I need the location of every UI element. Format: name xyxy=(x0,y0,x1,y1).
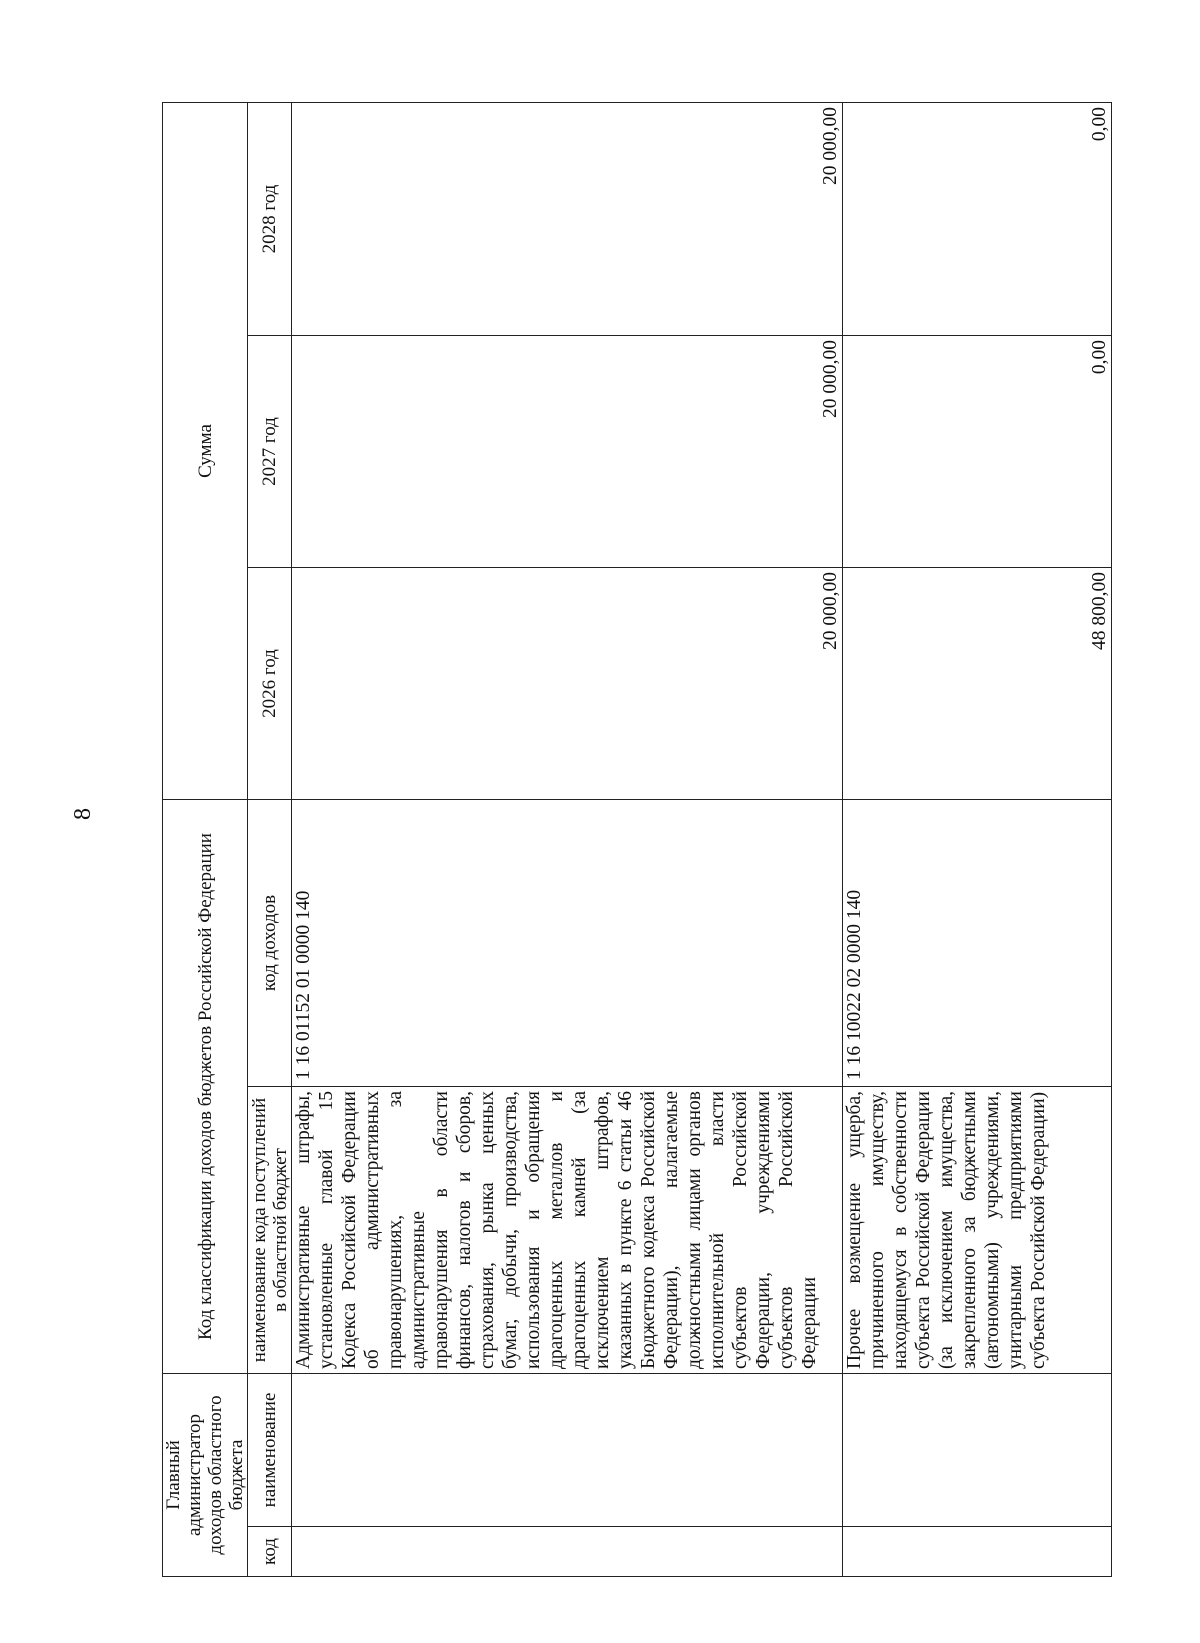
budget-table-container xyxy=(162,103,1110,1577)
header-sum: Сумма xyxy=(163,102,248,799)
table-row xyxy=(843,102,1112,1576)
header-main-administrator: Главный администратор доходов областного бюджета xyxy=(163,1374,248,1577)
page-number: 8 xyxy=(70,808,96,820)
budget-income-table xyxy=(162,102,1112,1577)
income-code-cell: 1 16 01152 01 0000 140 xyxy=(292,800,843,1087)
admin-name-cell xyxy=(843,1374,1112,1527)
amount-2027-cell: 0,00 xyxy=(843,336,1112,568)
admin-code-cell xyxy=(843,1527,1112,1577)
header-row-2 xyxy=(248,102,292,1576)
income-name-cell: Прочее возмещение ущерба, причиненного имуществу, находящемуся в собственности субъекта Российской Федерации (за исключением имущества, закрепленного за бюджетными (автономными) учреждениями, унитарными предприятиями субъекта Российской Федерации) xyxy=(843,1087,1112,1374)
amount-2027-cell: 20 000,00 xyxy=(292,336,843,568)
header-year-2027: 2027 год xyxy=(248,336,292,568)
header-income-name: наименование кода поступлений в областной бюджет xyxy=(248,1087,292,1374)
admin-name-cell xyxy=(292,1374,843,1527)
header-name: наименование xyxy=(248,1374,292,1527)
table-row xyxy=(292,102,843,1576)
amount-2028-cell: 0,00 xyxy=(843,102,1112,335)
amount-2028-cell: 20 000,00 xyxy=(292,102,843,335)
amount-2026-cell: 20 000,00 xyxy=(292,568,843,800)
header-classification-code: Код классификации доходов бюджетов Российской Федерации xyxy=(163,800,248,1374)
header-year-2028: 2028 год xyxy=(248,102,292,335)
amount-2026-cell: 48 800,00 xyxy=(843,568,1112,800)
header-income-code: код доходов xyxy=(248,800,292,1087)
admin-code-cell xyxy=(292,1527,843,1577)
income-code-cell: 1 16 10022 02 0000 140 xyxy=(843,800,1112,1087)
income-name-cell: Административные штрафы, установленные главой 15 Кодекса Российской Федерации об административных правонарушениях, за административные правонарушения в области финансов, налогов и сборов, страхования, рынка ценных бумаг, добычи, производства, использования и обращения драгоценных металлов и драгоценных камней (за исключением штрафов, указанных в пункте 6 статьи 46 Бюджетного кодекса Российской Федерации), налагаемые должностными лицами органов исполнительной власти субъектов Российской Федерации, учреждениями субъектов Российской Федерации xyxy=(292,1087,843,1374)
header-year-2026: 2026 год xyxy=(248,568,292,800)
header-row-1 xyxy=(163,102,248,1576)
header-code: код xyxy=(248,1527,292,1577)
